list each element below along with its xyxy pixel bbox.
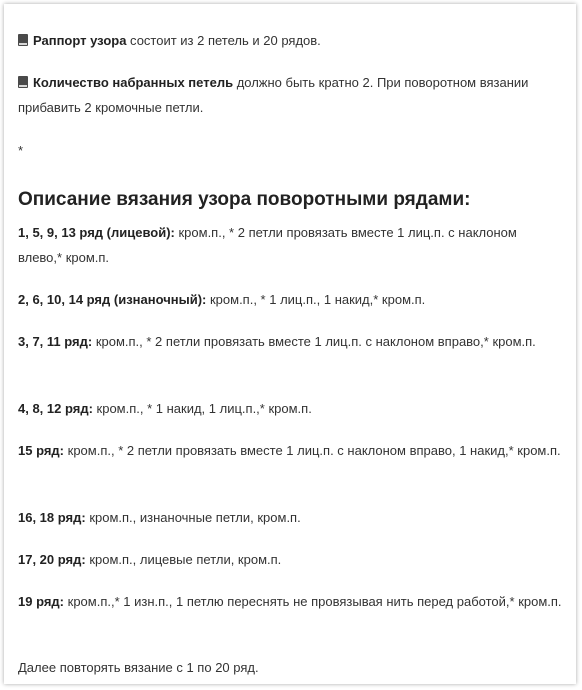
row-text: кром.п., лицевые петли, кром.п.: [85, 552, 282, 567]
book-icon: [18, 71, 28, 83]
row-text: кром.п.,* 1 изн.п., 1 петлю переснять не провязывая нить перед работой,* кром.п.: [64, 594, 562, 609]
row-instruction: [18, 396, 564, 421]
row-instruction: [18, 589, 564, 614]
row-label: 15 ряд:: [18, 443, 65, 458]
row-label: 3, 7, 11 ряд:: [18, 334, 93, 349]
row-text: кром.п., * 1 накид, 1 лиц.п.,* кром.п.: [92, 401, 312, 416]
row-instruction: [18, 505, 564, 530]
row-label: 19 ряд:: [18, 594, 65, 609]
document-frame: [4, 4, 576, 684]
footer-note: Далее повторять вязание с 1 по 20 ряд.: [18, 660, 259, 675]
row-instruction: [18, 220, 564, 270]
row-label: 1, 5, 9, 13 ряд (лицевой):: [18, 225, 175, 240]
row-instruction: [18, 438, 564, 463]
rapport-label: Раппорт узора: [33, 33, 127, 48]
row-instruction: [18, 329, 564, 354]
row-text: кром.п., * 2 петли провязать вместе 1 лиц.п. с наклоном влево,* кром.п.: [18, 225, 517, 265]
rapport-paragraph: [18, 28, 564, 53]
row-text: кром.п., * 2 петли провязать вместе 1 лиц.п. с наклоном вправо,* кром.п.: [92, 334, 536, 349]
row-text: кром.п., * 1 лиц.п., 1 накид,* кром.п.: [206, 292, 426, 307]
stitch-count-text: должно быть кратно 2. При поворотном вязании прибавить 2 кромочные петли.: [18, 75, 529, 115]
row-text: кром.п., изнаночные петли, кром.п.: [85, 510, 301, 525]
row-label: 2, 6, 10, 14 ряд (изнаночный):: [18, 292, 207, 307]
row-label: 16, 18 ряд:: [18, 510, 86, 525]
stitch-count-label: Количество набранных петель: [33, 75, 234, 90]
rapport-text: состоит из 2 петель и 20 рядов.: [126, 33, 321, 48]
section-heading: Описание вязания узора поворотными рядами:: [18, 189, 471, 210]
row-instruction: [18, 287, 564, 312]
row-text: кром.п., * 2 петли провязать вместе 1 лиц.п. с наклоном вправо, 1 накид,* кром.п.: [64, 443, 561, 458]
row-label: 17, 20 ряд:: [18, 552, 86, 567]
book-icon: [18, 29, 28, 41]
row-instruction: [18, 547, 564, 572]
stitch-count-paragraph: [18, 70, 564, 120]
row-label: 4, 8, 12 ряд:: [18, 401, 93, 416]
separator-star: *: [18, 143, 24, 158]
